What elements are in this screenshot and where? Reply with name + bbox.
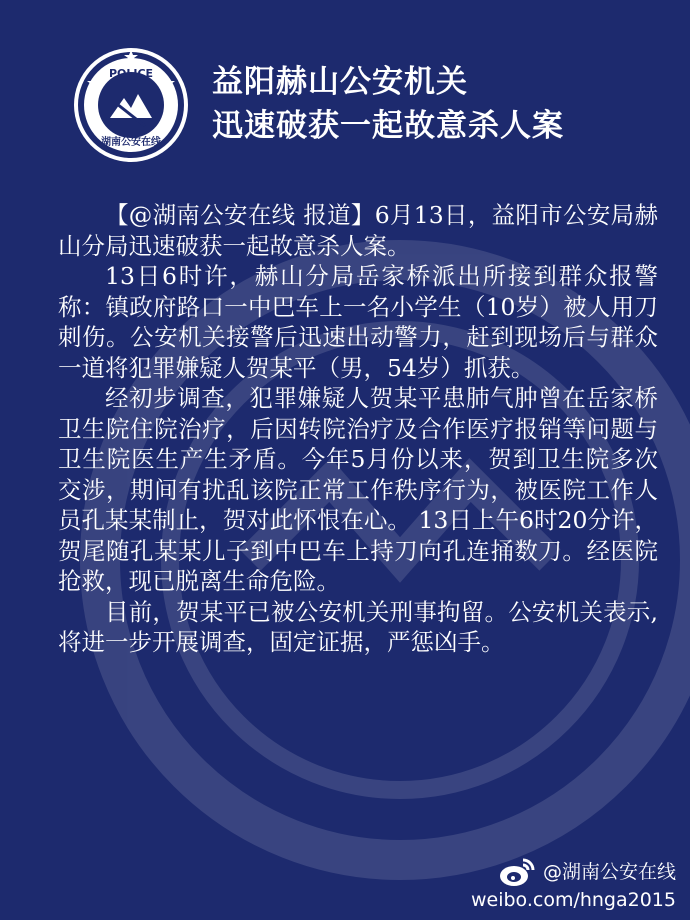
title-line-2: 迅速破获一起故意杀人案 [212,108,564,144]
page-title [212,60,564,148]
weibo-account: @湖南公安在线 [542,861,676,883]
paragraph-incident: 13日6时许，赫山分局岳家桥派出所接到群众报警称：镇政府路口一中巴车上一名小学生（10岁）被人用刀刺伤。公安机关接警后迅速出动警力，赶到现场后与群众一道将犯罪嫌疑人贺某平（男，54岁）抓获。 [58,262,658,382]
weibo-icon [497,856,537,888]
badge-top-text: POLICE [108,67,154,80]
watermark-footer [471,856,676,912]
weibo-url: weibo.com/hnga2015 [470,889,676,911]
badge-bottom-text: 湖南公安在线 [101,137,161,148]
paragraph-lead: 【@湖南公安在线 报道】6月13日，益阳市公安局赫山分局迅速破获一起故意杀人案。 [58,201,658,260]
article-body [58,200,658,658]
paragraph-conclusion: 目前，贺某平已被公安机关刑事拘留。公安机关表示,将进一步开展调查，固定证据，严惩凶手。 [58,597,658,656]
title-line-1: 益阳赫山公安机关 [212,64,468,100]
header [72,46,672,176]
police-badge-icon [72,46,190,164]
paragraph-investigation: 经初步调查，犯罪嫌疑人贺某平患肺气肿曾在岳家桥卫生院住院治疗，后因转院治疗及合作医疗报销等问题与卫生院医生产生矛盾。今年5月份以来，贺到卫生院多次交涉，期间有扰乱该院正常工作秩序行为，被医院工作人员孔某某制止，贺对此怀恨在心。 13日上午6时20分许，贺尾随孔某某儿子到中巴车上持刀向孔连捅数刀。经医院抢救，现已脱离生命危险。 [58,384,658,595]
